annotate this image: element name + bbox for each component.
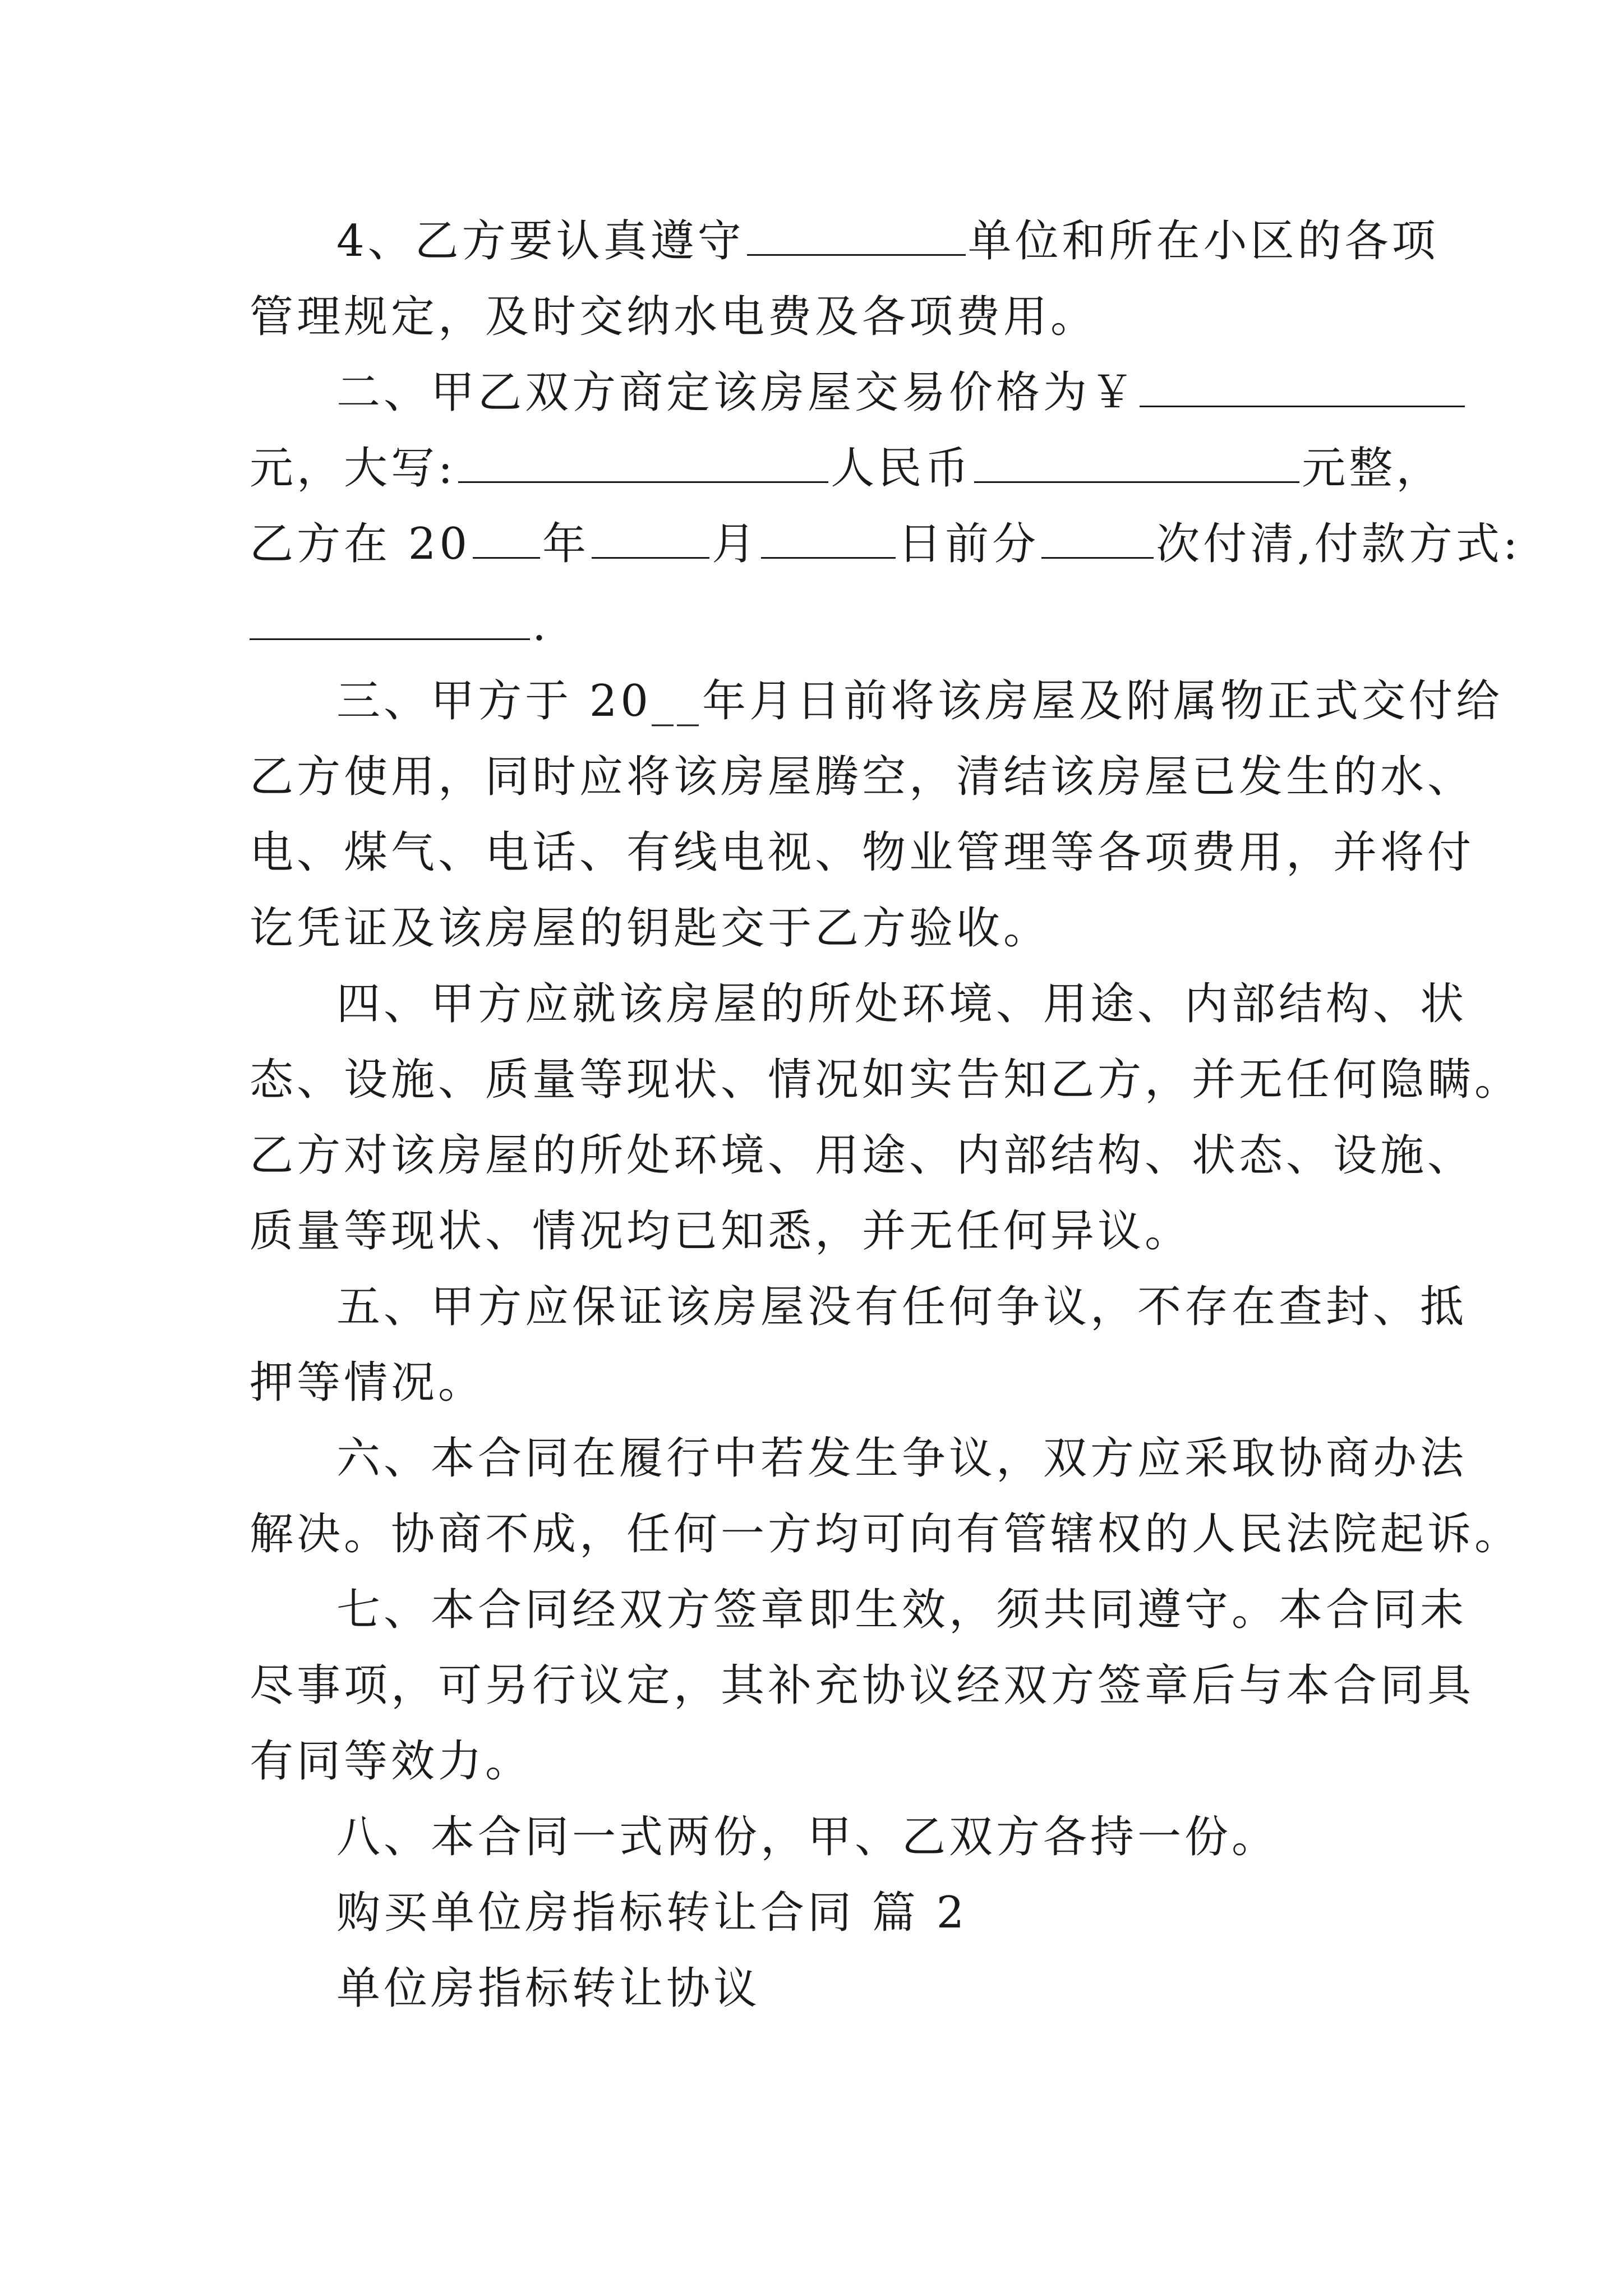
clause4-line2: 管理规定，及时交纳水电费及各项费用。 <box>250 292 1098 342</box>
clause7-line1: 七、本合同经双方签章即生效，须共同遵守。本合同未 <box>336 1585 1468 1635</box>
clause8-line1: 八、本合同一式两份，甲、乙双方各持一份。 <box>336 1812 1279 1862</box>
text-segment: 年 <box>542 519 590 569</box>
clause3-line2: 乙方使用，同时应将该房屋腾空，清结该房屋已发生的水、 <box>250 752 1475 802</box>
text-segment: 二、甲乙双方商定该房屋交易价格为￥ <box>336 367 1138 418</box>
text-segment: 日前分 <box>898 519 1040 569</box>
text-segment: 元整， <box>1302 443 1444 494</box>
clause7-line2: 尽事项，可另行议定，其补充协议经双方签章后与本合同具 <box>250 1660 1475 1711</box>
clause2-line3 <box>250 516 1521 572</box>
section-title: 购买单位房指标转让合同 篇 2 <box>336 1888 968 1938</box>
blank-field <box>473 518 540 559</box>
text-segment: 4、乙方要认真遵守 <box>336 216 745 266</box>
clause3-line3: 电、煤气、电话、有线电视、物业管理等各项费用，并将付 <box>250 827 1475 878</box>
clause5-line1: 五、甲方应保证该房屋没有任何争议，不存在查封、抵 <box>336 1282 1468 1332</box>
blank-field <box>250 599 530 640</box>
blank-field <box>747 215 966 256</box>
blank-field <box>458 442 828 483</box>
blank-field <box>1041 518 1154 559</box>
clause7-line3: 有同等效力。 <box>250 1736 533 1787</box>
clause3-line4: 讫凭证及该房屋的钥匙交于乙方验收。 <box>250 903 1051 954</box>
blank-field <box>1140 366 1465 407</box>
text-segment: 单位和所在小区的各项 <box>967 216 1439 266</box>
blank-field <box>761 518 896 559</box>
clause4b-line1: 四、甲方应就该房屋的所处环境、用途、内部结构、状 <box>336 979 1468 1029</box>
text-segment: 次付清,付款方式: <box>1156 519 1521 569</box>
text-segment: 月 <box>712 519 759 569</box>
blank-field <box>592 518 709 559</box>
clause2-line4 <box>250 597 550 654</box>
clause3-line1: 三、甲方于 20__年月日前将该房屋及附属物正式交付给 <box>336 676 1504 726</box>
clause5-line2: 押等情况。 <box>250 1358 486 1408</box>
clause4b-line2: 态、设施、质量等现状、情况如实告知乙方，并无任何隐瞒。 <box>250 1055 1522 1105</box>
text-segment: 元，大写: <box>250 443 457 494</box>
clause6-line2: 解决。协商不成，任何一方均可向有管辖权的人民法院起诉。 <box>250 1509 1522 1559</box>
clause6-line1: 六、本合同在履行中若发生争议，双方应采取协商办法 <box>336 1433 1468 1484</box>
text-segment: 人民币 <box>831 443 972 494</box>
clause4b-line4: 质量等现状、情况均已知悉，并无任何异议。 <box>250 1206 1192 1257</box>
clause2-line1 <box>336 365 1467 421</box>
clause4b-line3: 乙方对该房屋的所处环境、用途、内部结构、状态、设施、 <box>250 1130 1475 1181</box>
clause4-line1 <box>336 213 1439 269</box>
text-segment: . <box>532 600 550 651</box>
text-segment: 乙方在 20 <box>250 519 471 569</box>
clause2-line2 <box>250 440 1443 496</box>
document-subtitle: 单位房指标转让协议 <box>336 1963 761 2014</box>
blank-field <box>974 442 1299 483</box>
